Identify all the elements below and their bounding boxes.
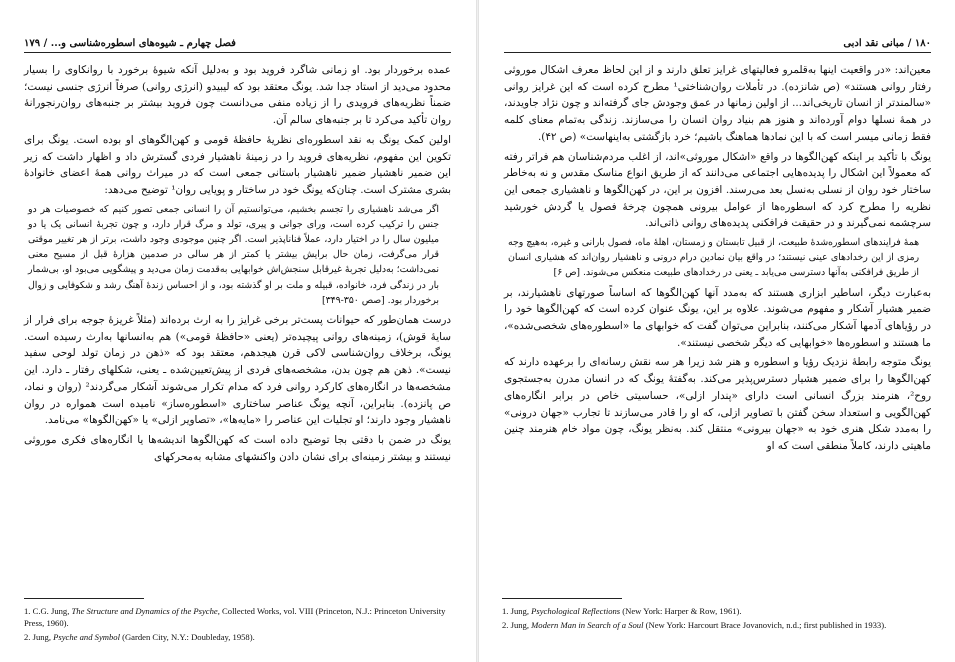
right-paragraph-3: به‌عبارت دیگر، اساطیر ابزاری هستند که به‌مدد آنها کهن‌الگوها که اساساً صورتهای ناهشیارند، بر ضمیر هشیار آشکار و مفهوم می‌شوند. علاوه بر این، یونگ عنوان کرده است که کهن‌الگوها خود را در رؤیاهای آدمها آشکار می‌کنند، بنابراین می‌توان گفت که خوابهای ما «اسطوره‌های شخصی‌شده»، ما هستند و اسطوره‌ها «خوابهایی که دیگر شخصی نیستند». [504,286,931,349]
right-running-head: ۱۸۰ / مبانی نقد ادبی [504,38,931,53]
footnote-prefix: 2. Jung, [502,620,532,630]
footnote-suffix: (Garden City, N.Y.: Doubleday, 1958). [119,632,255,642]
right-paragraph-2: یونگ با تأکید بر اینکه کهن‌الگوها در واقع «اشکال موروثی»اند، از اغلب مردم‌شناسان هم فراتر رفته که معمولاً این اشکال را پدیده‌هایی اجتماعی می‌دانند که از طریق انواع مناسک مقدس و نه به‌خاطر ساختار خود روان از نسلی به‌نسل بعد می‌رسند. افزون بر این، در کهن‌الگوها و ناهشیاری جمعی این نظریه را مطرح کرد که اسطوره‌ها از عوامل بیرونی همچون چرخهٔ فصول یا گردش خورشید سرچشمه نمی‌گیرند و در حقیقت فرافکنی پدیده‌های روانی ذاتی‌اند. [504,150,931,230]
left-paragraph-4: یونگ در ضمن با دقتی بجا توضیح داده است که کهن‌الگوها اندیشه‌ها یا انگاره‌های فکری موروثی نیستند و بیشتر زمینه‌ای برای نشان دادن واکنشهای مشابه به‌محرکهای [24,433,451,463]
right-footnote-1 [502,605,931,617]
right-footnote-2 [502,619,931,631]
right-block-quote: همهٔ فرایندهای اسطوره‌شدهٔ طبیعت، از قبیل تابستان و زمستان، اهلهٔ ماه، فصول بارانی و غیره، به‌هیچ وجه رمزی از این رخدادهای عینی نیستند؛ در واقع بیان نمادین درام درونی و ناهشیار روان‌اند که هشیاری انسان از طریق فرافکنی به‌آنها دسترسی می‌یابد ـ یعنی در رخدادهای طبیعت منعکس می‌شوند. [ص ۶] [508,237,919,279]
left-paragraph-2: اولین کمک یونگ به نقد اسطوره‌ای نظریهٔ حافظهٔ قومی و کهن‌الگوهای او بوده است. یونگ برای تکوین این مفهوم، نظریه‌های فروید را در زمینهٔ ناهشیار فردی گسترش داد و اظهار داشت که زیر این ضمیر ناهشیار ضمیر ناهشیار باستانی جمعی است که در میراث روانی همهٔ اعضای خانوادهٔ بشری مشترک است. چنان‌که یونگ خود در ساختار و پویایی روان¹ توضیح می‌دهد: [24,133,451,196]
left-footnote-1 [24,605,453,629]
right-paragraph-4: یونگ متوجه رابطهٔ نزدیک رؤیا و اسطوره و هنر شد زیرا هر سه نقش رسانه‌ای را برعهده دارند که کهن‌الگوها را برای ضمیر هشیار دسترس‌پذیر می‌کند. به‌گفتهٔ یونگ که در انسان مدرن به‌جستجوی روح²، هنرمند بزرگ انسانی است دارای «پندار ازلی»، حساسیتی خاص در برابر انگاره‌های کهن‌الگویی و استعداد سخن گفتن با تصاویر ازلی، که او را قادر می‌سازند تا تجارب «جهان درونی» را به‌مدد شکل هنری خود به «جهان بیرونی» منتقل کند. به‌نظر یونگ، چون مواد خام هنرمند چنین ماهیتی دارند، کاملاً منطقی است که او [504,356,931,452]
footnote-rule [502,598,622,599]
footnote-suffix: (New York: Harcourt Brace Jovanovich, n.d.; first published in 1933). [643,620,887,630]
left-footnotes [24,598,453,645]
left-running-head: فصل چهارم ـ شیوه‌های اسطوره‌شناسی و... / ۱۷۹ [24,38,451,53]
right-footnotes [502,598,931,633]
left-block-quote: اگر می‌شد ناهشیاری را تجسم بخشیم، می‌توانستیم آن را انسانی جمعی تصور کنیم که خصوصیات هر دو جنس را ترکیب کرده است، ورای جوانی و پیری، تولد و مرگ قرار دارد، و چون تجربهٔ انسانی یک یا دو میلیون سال را در اختیار دارد، عملاً فناناپذیر است. اگر چنین موجودی وجود داشت، برتر از هر تغییر موقتی قرار می‌گرفت، زمان حال برایش بیشتر یا کمتر از هر سالی در صدمین هزارهٔ قبل از مسیح معنی نمی‌داشت؛ به‌دلیل تجربهٔ غیرقابل سنجش‌اش خوابهایی به‌قدمت زمان می‌دید و پیشگویی می‌بود او، بی‌شمار بار در زندگی فرد، خانواده، قبیله و ملت بر او گذشته بود، و از احساس زندهٔ آهنگ رشد و شکوفایی و زوال برخوردار بود. [صص ۳۵۰-۳۴۹] [28,203,439,306]
footnote-suffix: (New York: Harper & Row, 1961). [620,606,742,616]
left-footnote-2 [24,631,453,643]
footnote-prefix: 1. Jung, [502,606,532,616]
footnote-prefix: 2. Jung, [24,632,54,642]
right-page [478,0,955,662]
left-paragraph-3: درست همان‌طور که حیوانات پست‌تر برخی غرایز را به ارث برده‌اند (مثلاً غریزهٔ جوجه برای فرار از سایهٔ قوش)، زمینه‌های روانی پیچیده‌تر (یعنی «حافظهٔ قومی») هم به‌انسانها به‌ارث رسیده است. یونگ، برخلاف روان‌شناسی لاکی قرن هیجدهم، معتقد بود که «ذهن در زمان تولد لوحی سفید نیست». ذهن هم چون بدن، مشخصه‌های فردی از پیش‌تعیین‌شده ـ یعنی، شکلهای رفتار ـ دارد. این مشخصه‌ها در انگاره‌های کارکرد روانی فرد که مدام تکرار می‌شوند آشکار می‌گردند² (روان و نماد، ص پانزده). بنابراین، آنچه یونگ عناصر ساختاری «اسطوره‌ساز» نامیده است همواره در روان ناهشیار وجود دارند؛ او تجلیات این عناصر را «مایه‌ها»، «تصاویر ازلی» یا «کهن‌الگوها» می‌نامد. [24,314,451,427]
footnote-rule [24,598,144,599]
footnote-title: Psyche and Symbol [53,632,120,642]
footnote-prefix: 1. C.G. Jung, [24,606,72,616]
left-page [0,0,477,662]
footnote-title: The Structure and Dynamics of the Psyche [71,606,218,616]
footnote-title: Psychological Reflections [531,606,621,616]
footnote-title: Modern Man in Search of a Soul [531,620,644,630]
footnote-suffix: , Collected Works, vol. VIII (Princeton, N.J.: Princeton University Press, 1960). [24,606,446,628]
right-paragraph-1: معین‌اند: «در واقعیت اینها به‌قلمرو فعالیتهای غرایز تعلق دارند و از این لحاظ معرف اشکال موروثی رفتار روانی هستند» (ص شانزده). در تأملات روان‌شناختی¹ مطرح کرده است که این غرایز روانی «سالمندتر از انسان تاریخی‌اند... از اولین زمانها در عمق وجودش جای گرفته‌اند و چون نژاد جاویدند، در همهٔ نسلها دوام آورده‌اند و هنوز هم بنیاد روان انسان را می‌سازند. زندگی به‌تمام معنای کلمه فقط زمانی میسر است که با این نمادها هماهنگ باشیم؛ خرد بازگشتی به‌اینهاست» (ص ۴۲). [504,64,931,143]
left-paragraph-1: عمده برخوردار بود. او زمانی شاگرد فروید بود و به‌دلیل آنکه شیوهٔ برخورد با روانکاوی را بسیار محدود می‌دید از استاد جدا شد. یونگ معتقد بود که لیبیدو (انرژی روانی) صرفاً انرژی جنسی نیست؛ ضمناً نظریه‌های فرویدی را از زیاده منفی می‌دانست چون فروید بیشتر بر جنبه‌های روان‌رنجورانهٔ روان تأکید می‌کرد تا بر جنبه‌های سالم آن. [24,64,451,127]
